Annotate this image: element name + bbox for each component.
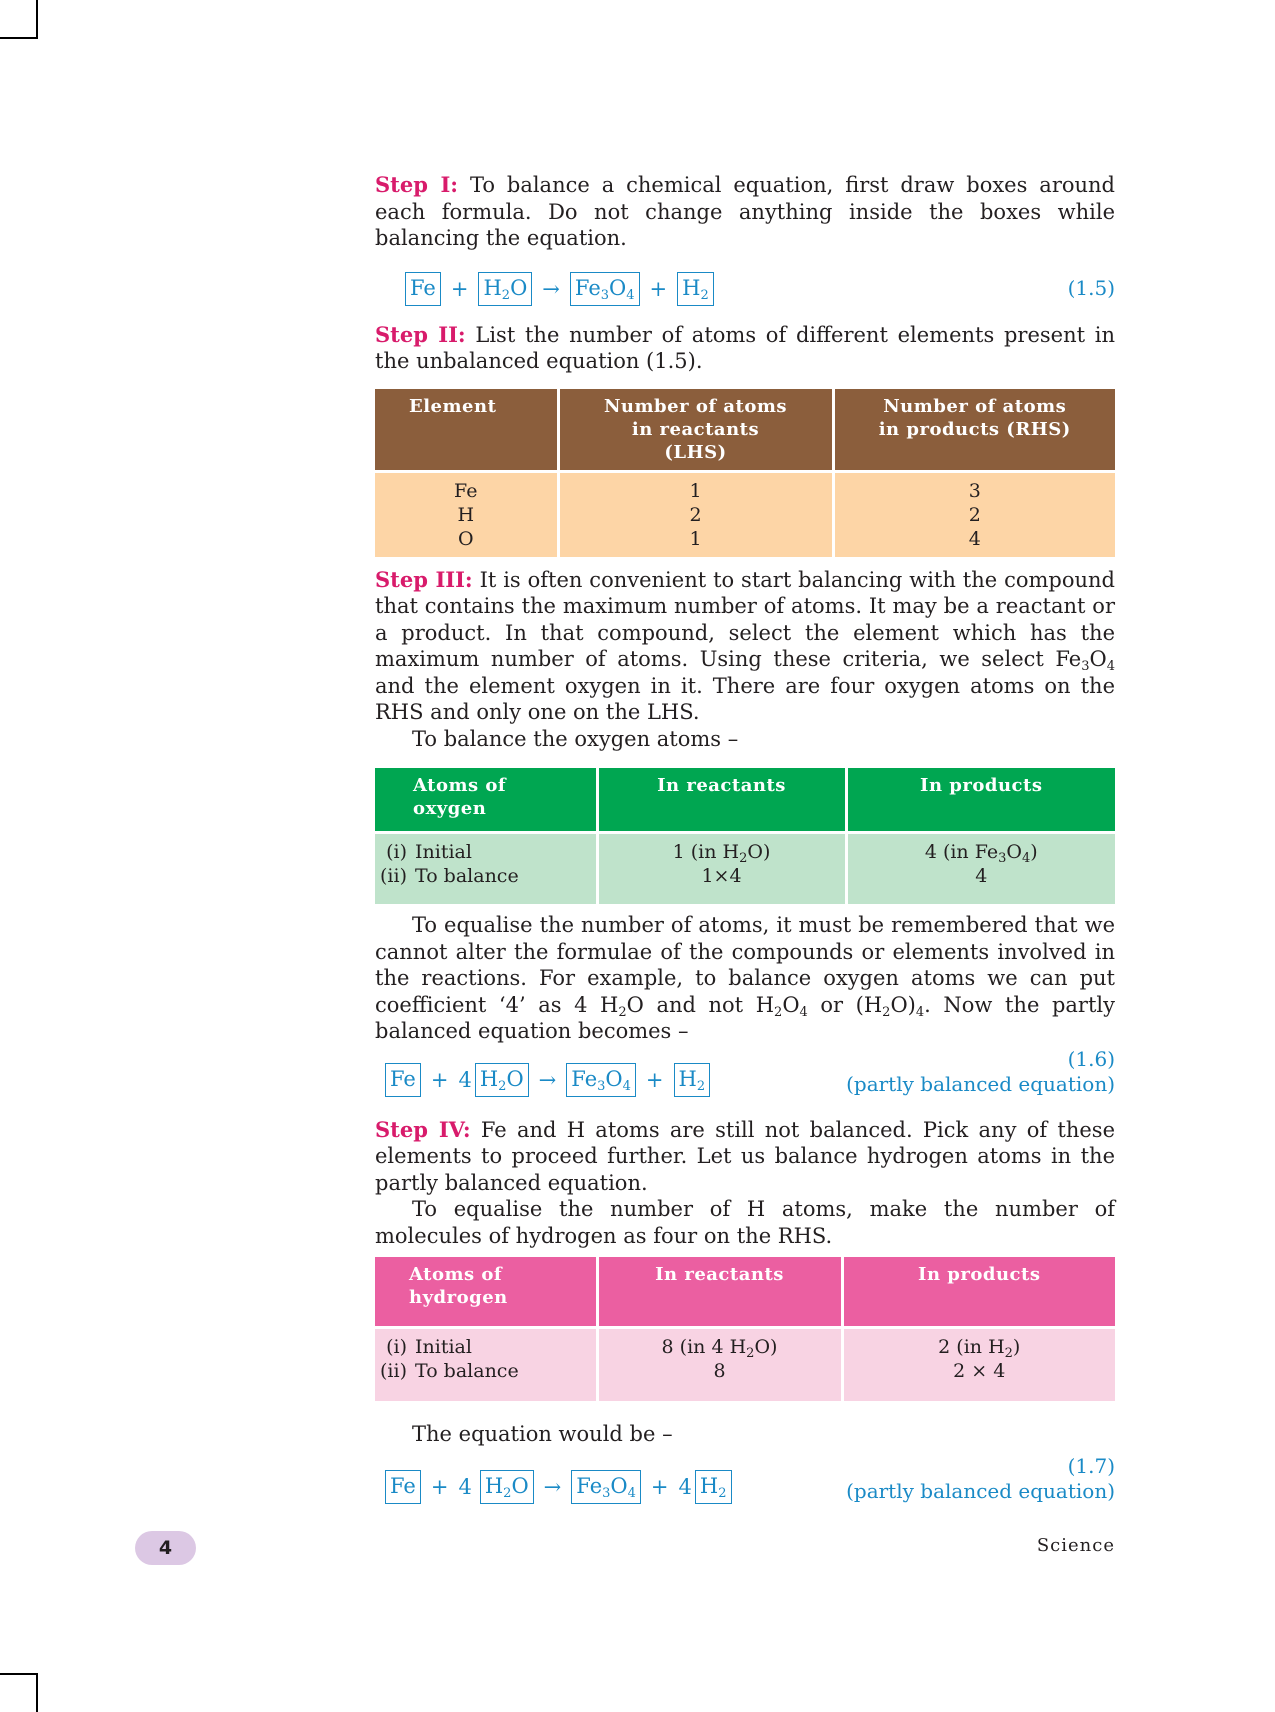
table-cell: 4 [975,864,988,887]
table-cell: 1 (in $H_2O$) [672,840,771,866]
formula-fe3o4-inline: $Fe_3O_4$ [1055,647,1115,674]
cell-text: 8 (in 4 [661,1335,730,1358]
step-2-label: Step II: [375,321,466,347]
table-cell: 1 [689,527,702,550]
crop-mark-top-left [0,0,38,39]
para-text: and not [643,992,756,1017]
para-text: To equalise the number of atoms, it must be remembered that we cannot alter the formulae of the compounds or elements involved in the reactions. For example, to balance oxygen atoms we can put coefficient ‘4’ as 4 [375,913,1115,1017]
step-3-paragraph [375,567,1115,726]
table-cell: O [457,527,474,550]
row-index: (i) [386,840,407,863]
plus-sign: + [450,276,469,301]
coefficient: 4 [458,1067,472,1092]
table-cell: 1×4 [701,864,742,887]
step-4-paragraph [375,1117,1115,1197]
table-header: Number of atoms in products (RHS) [833,389,1115,472]
para-text: or [807,992,856,1017]
reaction-arrow: → [543,1474,562,1499]
table-cell: 2 × 4 [953,1359,1006,1382]
formula-fe3o4: $Fe_3O_4$ [570,272,640,306]
equation-note: (partly balanced equation) [846,1478,1115,1503]
equation-number: (1.6) [1067,1046,1115,1071]
crop-mark-bottom-left [0,1673,38,1712]
plus-sign: + [650,1474,669,1499]
table-cell: 8 [713,1359,726,1382]
equation-1-5 [405,272,1115,306]
reaction-arrow: → [538,1067,557,1092]
table-cell: 8 (in 4 $H_2O$) [661,1335,778,1361]
equalise-paragraph: To equalise the number of atoms, it must be remembered that we cannot alter the formulae of the compounds or elements involved in the reactions. For example, to balance oxygen atoms we can put coefficient ‘4’ as 4 $H_2O$ and not $H_2O_4$ or $(H_2O)_4$. Now the partly balanced equation becomes – [375,913,1115,1043]
formula-h2o: $H_2O$ [475,1063,529,1097]
table-header-text: Atoms of oxygen [413,775,507,819]
element-column [375,471,558,557]
table-cell: Fe [454,479,478,502]
table-cell: 2 (in $H_2$) [938,1335,1021,1361]
table-header [375,1257,597,1327]
cell-text: 2 (in [938,1335,989,1358]
table-cell: 3 [968,479,981,502]
equation-label [846,1454,1115,1504]
plus-sign: + [430,1067,449,1092]
step-3-label: Step III: [375,566,473,592]
plus-sign: + [649,276,668,301]
hydrogen-intro: To equalise the number of H atoms, make the number of molecules of hydrogen as four on the RHS. [375,1197,1115,1248]
oxygen-table [375,768,1115,904]
table-header: In products [842,1257,1115,1327]
formula-h2: $H_2$ [677,272,714,306]
cell-text: 4 (in [924,840,975,863]
step-1-paragraph [375,172,1115,252]
reaction-arrow: → [542,276,560,301]
products-column [846,832,1115,904]
equation-would-be: The equation would be – [412,1422,673,1446]
hydrogen-table [375,1257,1115,1401]
page-content [375,172,1115,1512]
formula-fe3o4: $Fe_3O_4$ [566,1063,636,1097]
row-index: (ii) [380,864,407,887]
step-4-label: Step IV: [375,1116,471,1142]
table-header: Number of atoms in reactants (LHS) [558,389,833,472]
reactants-column [558,471,833,557]
row-index: (i) [386,1335,407,1358]
formula-fe: Fe [405,272,441,306]
page-number: 4 [135,1531,196,1565]
coefficient: 4 [458,1474,472,1499]
plus-sign: + [645,1067,664,1092]
products-column [833,471,1115,557]
row-label: To balance [415,1359,519,1382]
row-labels-column [375,832,597,904]
formula-h2: $H_2$ [695,1470,732,1504]
table-cell: 2 [689,503,702,526]
equation-1-7 [385,1453,1115,1512]
step-3-text-cont: and the element oxygen in it. There are four oxygen atoms on the RHS and only one on the LHS. [375,673,1115,724]
products-column [842,1327,1115,1401]
reactants-column [597,832,846,904]
table-header: Element [375,389,558,472]
formula-h2o: $H_2O$ [480,1470,534,1504]
equation-1-6 [385,1046,1115,1105]
step-3-text: It is often convenient to start balancing with the compound that contains the maximum number of atoms. It may be a reactant or a product. In that compound, select the element which has the maximum number of atoms. Using these criteria, we select [375,567,1115,671]
table-header [375,768,597,832]
row-labels-column [375,1327,597,1401]
formula-h2o: $H_2O$ [478,272,532,306]
atoms-count-table [375,389,1115,557]
equation-label [846,1047,1115,1097]
table-header: In reactants [597,768,846,832]
row-index: (ii) [380,1359,407,1382]
formula-h2: $H_2$ [674,1063,711,1097]
table-header: In reactants [597,1257,842,1327]
formula-fe: Fe [385,1063,421,1097]
equation-number: (1.5) [1067,275,1115,300]
table-cell: 1 [689,479,702,502]
plus-sign: + [430,1474,449,1499]
table-cell: H [457,503,475,526]
row-label: Initial [415,1335,472,1358]
step-1-text: To balance a chemical equation, first draw boxes around each formula. Do not change anything inside the boxes while balancing the equation. [375,173,1115,250]
coefficient: 4 [678,1474,692,1499]
table-header: In products [846,768,1115,832]
para-text: . Now the partly balanced equation becomes – [375,992,1115,1043]
step-2-paragraph [375,322,1115,375]
row-label: To balance [415,864,519,887]
formula-fe: Fe [385,1470,421,1504]
cell-text: 1 (in [672,840,723,863]
subject-name: Science [1036,1535,1115,1556]
table-cell: 2 [968,503,981,526]
table-cell: 4 [968,527,981,550]
row-label: Initial [415,840,472,863]
table-header-text: Atoms of hydrogen [409,1264,508,1308]
step-4-text: Fe and H atoms are still not balanced. Pick any of these elements to proceed further. Let us balance hydrogen atoms in the partly balanced equation. [375,1117,1115,1195]
reactants-column [597,1327,842,1401]
step-1-label: Step I: [375,172,459,197]
step-2-text: List the number of atoms of different elements present in the unbalanced equation (1.5). [375,322,1115,373]
equation-note: (partly balanced equation) [846,1071,1115,1096]
equation-number: (1.7) [1067,1453,1115,1478]
table-cell: 4 (in $Fe_3O_4$) [924,840,1038,866]
oxygen-intro: To balance the oxygen atoms – [412,726,739,751]
formula-fe3o4: $Fe_3O_4$ [571,1470,641,1504]
